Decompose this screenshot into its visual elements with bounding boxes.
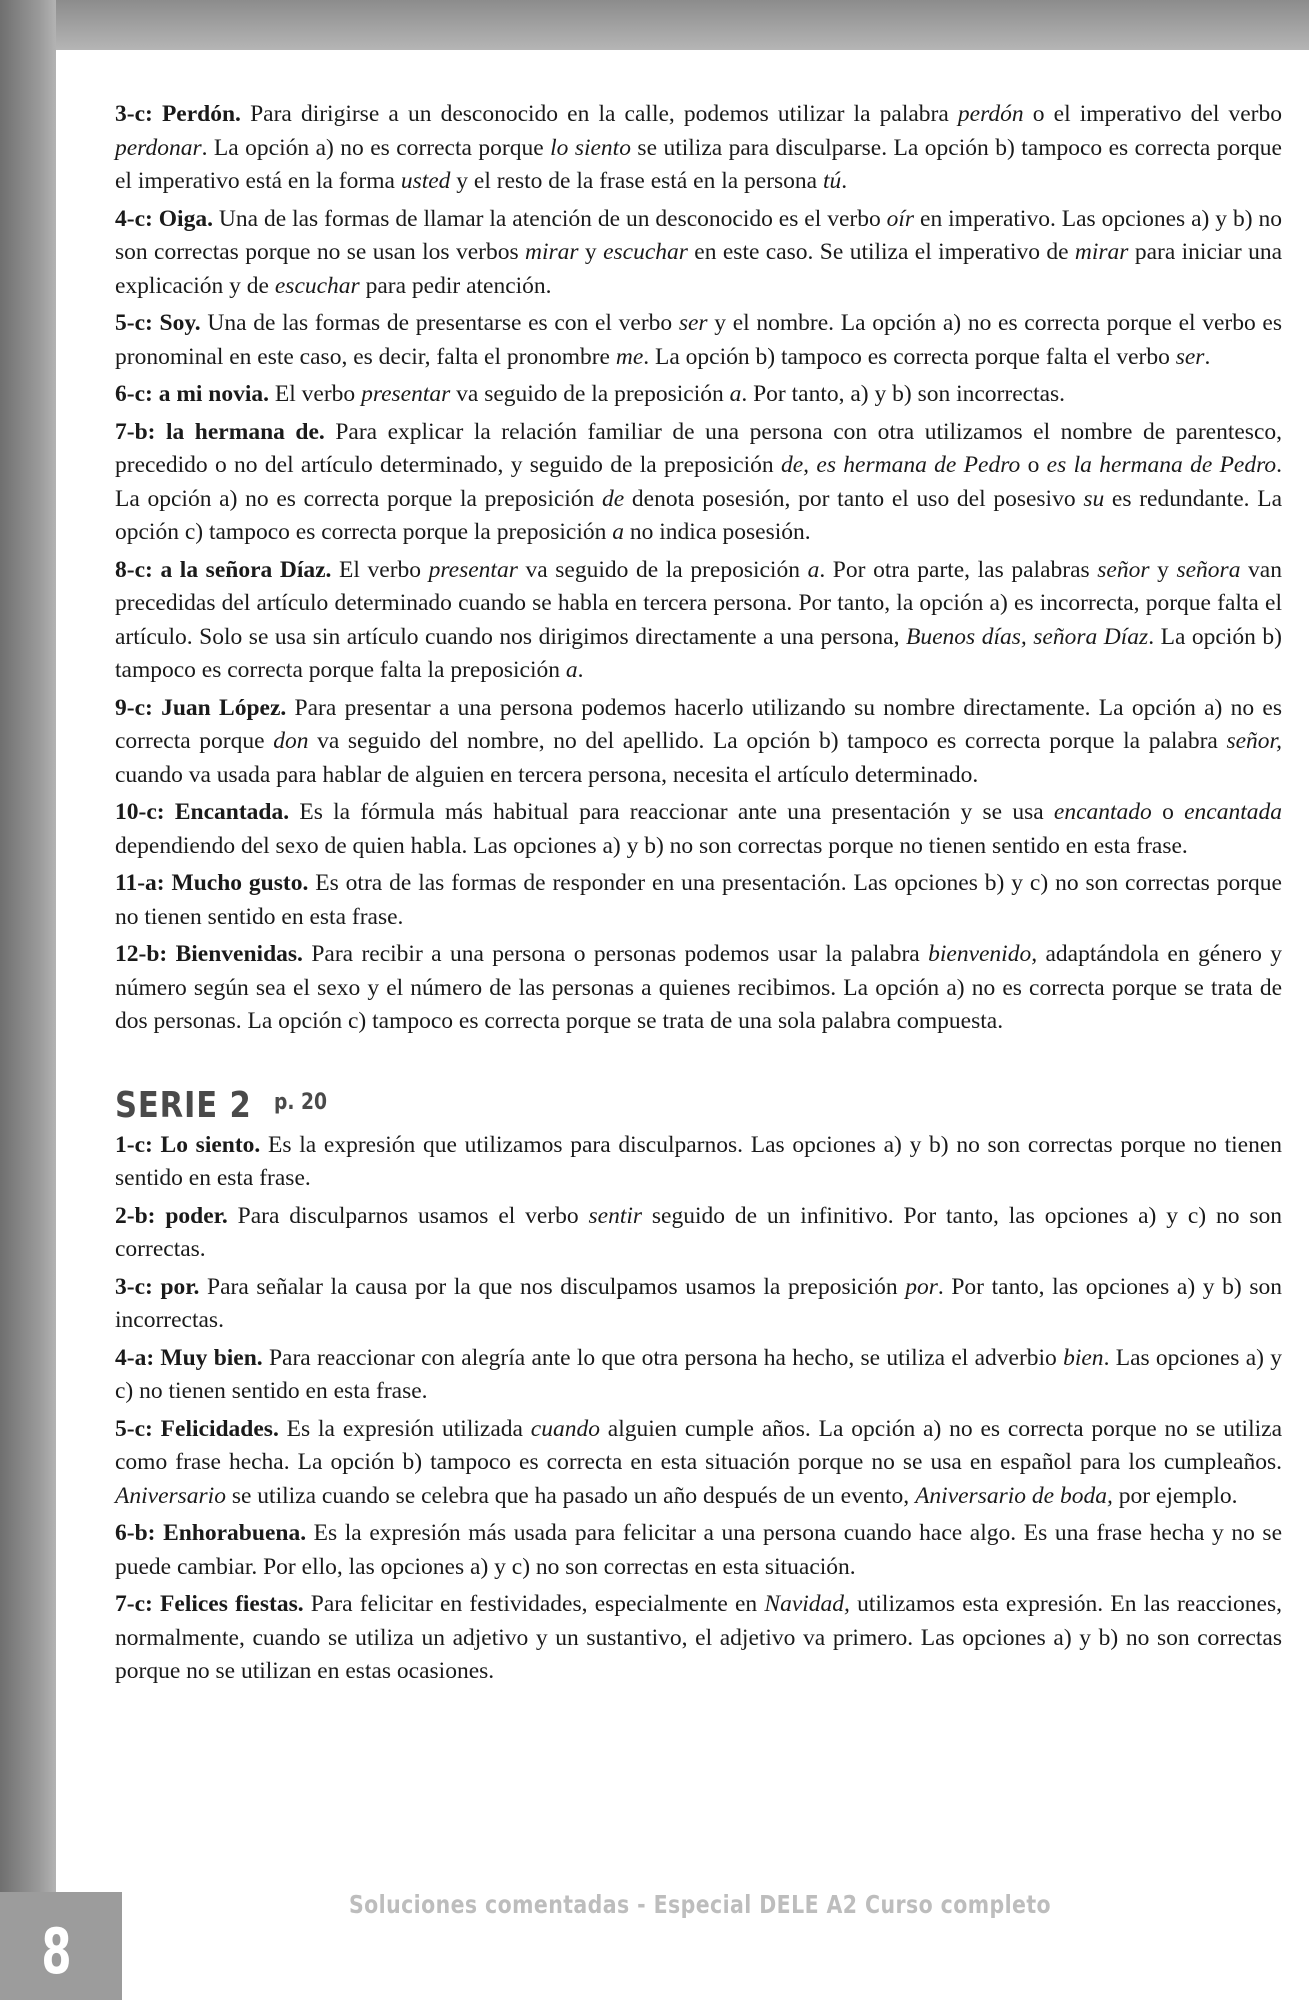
explanation-text: . (841, 168, 848, 194)
explanation-text: y el resto de la frase está en la persona (450, 168, 823, 194)
explanation-text: Es la fórmula más habitual para reaccionar ante una presentación y se usa (289, 799, 1054, 825)
explanation-text: Una de las formas de presentarse es con el verbo (200, 310, 679, 336)
explanation-text: va seguido de la preposición (450, 381, 730, 407)
explanation-text: . Por tanto, a) y b) son incorrectas. (741, 381, 1066, 407)
answer-entry (115, 1129, 1282, 1196)
explanation-text: va seguido de la preposición (517, 556, 808, 583)
explanation-text: . Las opciones a) y c) no tienen sentido en esta frase. (115, 1344, 1282, 1404)
italic-term: señora (1176, 556, 1241, 583)
italic-term: escuchar (274, 272, 360, 299)
explanation-text: Es la expresión utilizada (278, 1415, 531, 1442)
explanation-text: y (578, 239, 604, 265)
answer-label: 6-b: Enhorabuena. (115, 1520, 307, 1546)
explanation-text: dependiendo del sexo de quien habla. Las opciones a) y b) no son correctas porque no tienen sentido en esta frase. (115, 832, 1188, 859)
italic-term: bien (1063, 1344, 1104, 1371)
explanation-text: por ejemplo. (1112, 1482, 1238, 1509)
answer-label: 2-b: poder. (115, 1202, 228, 1229)
italic-term: de (602, 485, 625, 512)
answer-label: 5-c: Soy. (115, 310, 201, 336)
explanation-text: cuando va usada para hablar de alguien en tercera persona, necesita el artículo determinado. (115, 761, 979, 788)
italic-term: Aniversario de boda, (915, 1482, 1113, 1509)
serie-2-heading (115, 1079, 1282, 1126)
explanation-text: . La opción b) tampoco es correcta porque falta la preposición (115, 623, 1282, 683)
explanation-text: Una de las formas de llamar la atención de un desconocido es el verbo (212, 205, 887, 232)
explanation-text: . (577, 657, 584, 683)
italic-term: perdón (957, 101, 1024, 127)
page-frame-top (0, 0, 1309, 50)
answer-label: 5-c: Felicidades. (115, 1415, 279, 1442)
answer-entry (115, 692, 1282, 793)
italic-term: me (615, 343, 644, 370)
answer-entry (115, 1200, 1282, 1267)
explanation-text: va seguido del nombre, no del apellido. La opción b) tampoco es correcta porque la palabra (308, 728, 1227, 754)
explanation-text: Para dirigirse a un desconocido en la calle, podemos utilizar la palabra (240, 101, 958, 127)
explanation-text: en este caso. Se utiliza el imperativo de (687, 239, 1075, 265)
explanation-text: . Por otra parte, las palabras (819, 556, 1098, 583)
explanation-text: Para reaccionar con alegría ante lo que otra persona ha hecho, se utiliza el adverbio (262, 1344, 1064, 1371)
answer-key-content (115, 98, 1282, 1693)
italic-term: a (565, 657, 578, 683)
answer-entry (115, 1413, 1282, 1514)
explanation-text: . La opción b) tampoco es correcta porque falta el verbo (643, 343, 1176, 370)
explanation-text: y el nombre. La opción a) no es correcta porque el verbo es pronominal en este caso, es decir, falta el pronombre (115, 310, 1282, 370)
answer-entry (115, 1342, 1282, 1409)
italic-term: presentar (361, 381, 451, 407)
italic-term: a (807, 556, 820, 583)
answer-label: 7-b: la hermana de. (115, 418, 325, 445)
explanation-text: Es otra de las formas de responder en una presentación. Las opciones b) y c) no son correctas porque no tienen sentido en esta frase. (115, 870, 1282, 930)
explanation-text: y (1149, 556, 1177, 583)
italic-term: encantado (1053, 799, 1152, 825)
italic-term: Aniversario (115, 1482, 226, 1509)
explanation-text: . La opción a) no es correcta porque la preposición (115, 452, 1283, 512)
answer-entry (115, 867, 1282, 934)
explanation-text: . (1204, 343, 1211, 370)
italic-term: sentir (588, 1202, 643, 1229)
explanation-text: no indica posesión. (623, 519, 811, 545)
serie-2-title: SERIE 2 (115, 1085, 252, 1126)
explanation-text: Es la expresión más usada para felicitar a una persona cuando hace algo. Es una frase hecha y no se puede cambiar. Por ello, las opciones a) y c) no son correctas en esta situación. (115, 1520, 1282, 1580)
answer-label: 7-c: Felices fiestas. (115, 1591, 304, 1617)
italic-term: escuchar (603, 239, 688, 265)
italic-term: don (273, 728, 309, 754)
answer-entry (115, 1517, 1282, 1584)
answer-label: 4-a: Muy bien. (115, 1344, 263, 1371)
explanation-text: Para recibir a una persona o personas podemos usar la palabra (302, 941, 929, 967)
italic-term: a (729, 381, 742, 407)
explanation-text: para iniciar una explicación y de (115, 239, 1282, 299)
italic-term: bienvenido, (928, 941, 1038, 967)
explanation-text: se utiliza cuando se celebra que ha pasado un año después de un evento, (225, 1482, 916, 1509)
answer-entry (115, 98, 1282, 199)
explanation-text: El verbo (331, 556, 429, 583)
explanation-text: en imperativo. Las opciones a) y b) no son correctas porque no se usan los verbos (115, 205, 1282, 265)
footer-title: Soluciones comentadas - Especial DELE A2 Curso completo (348, 1890, 1052, 1919)
italic-term: lo siento (550, 134, 631, 161)
answer-entry (115, 203, 1282, 304)
answer-entry (115, 1588, 1282, 1689)
explanation-text: Para señalar la causa por la que nos disculpamos usamos la preposición (199, 1273, 906, 1300)
italic-term: tú (823, 168, 842, 194)
italic-term: es la hermana de Pedro (1046, 452, 1277, 478)
italic-term: encantada (1184, 799, 1282, 825)
answer-entry (115, 938, 1282, 1039)
italic-term: a (612, 519, 624, 545)
explanation-text: o el imperativo del verbo (1023, 101, 1282, 127)
answer-label: 8-c: a la señora Díaz. (115, 556, 332, 583)
answer-entry (115, 416, 1282, 550)
explanation-text: alguien cumple años. La opción a) no es correcta porque no se utiliza como frase hecha. La opción b) tampoco es correcta en esta situación porque no se usa en español para los cumpleaños. (115, 1415, 1283, 1475)
italic-term: ser (1175, 343, 1205, 370)
explanation-text: . La opción a) no es correcta porque (201, 134, 551, 161)
explanation-text: adaptándola en género y número según sea el sexo y el número de las personas a quienes recibimos. La opción a) no es correcta porque se trata de dos personas. La opción c) tampoco es correcta porque se trata de una sola palabra compuesta. (115, 941, 1283, 1034)
explanation-text: para pedir atención. (359, 272, 552, 299)
italic-term: de, es hermana de Pedro (781, 452, 1021, 478)
explanation-text: utilizamos esta expresión. En las reacciones, normalmente, cuando se utiliza un adjetivo y un sustantivo, el adjetivo va primero. Las opciones a) y b) no son correctas porque no se utilizan en estas ocasiones. (115, 1591, 1282, 1684)
italic-term: mirar (525, 239, 579, 265)
italic-term: Navidad, (764, 1591, 850, 1617)
italic-term: presentar (428, 556, 518, 583)
explanation-text: Es la expresión que utilizamos para disculparnos. Las opciones a) y b) no son correctas porque no tienen sentido en esta frase. (115, 1131, 1282, 1191)
italic-term: señor, (1226, 728, 1282, 754)
explanation-text: es redundante. La opción c) tampoco es correcta porque la preposición (115, 485, 1282, 545)
answer-label: 10-c: Encantada. (115, 799, 290, 825)
italic-term: su (1083, 485, 1105, 512)
answer-label: 3-c: por. (115, 1273, 200, 1300)
answer-entry (115, 554, 1282, 688)
explanation-text: van precedidas del artículo determinado cuando se habla en tercera persona. Por tanto, la opción a) es incorrecta, porque falta el artículo. Solo se usa sin artículo cuando nos dirigimos directamente a una persona, (115, 556, 1282, 650)
italic-term: usted (400, 168, 451, 194)
italic-term: oír (886, 205, 915, 232)
italic-term: señor (1097, 556, 1150, 583)
answer-label: 9-c: Juan López. (115, 694, 287, 721)
explanation-text: o (1020, 452, 1047, 478)
answer-entry (115, 796, 1282, 863)
answer-label: 11-a: Mucho gusto. (115, 870, 309, 896)
explanation-text: Para presentar a una persona podemos hacerlo utilizando su nombre directamente. La opción a) no es correcta porque (115, 694, 1282, 754)
italic-term: ser (678, 310, 708, 336)
answer-entry (115, 307, 1282, 374)
explanation-text: o (1151, 799, 1185, 825)
answer-label: 1-c: Lo siento. (115, 1131, 261, 1158)
italic-term: cuando (530, 1415, 600, 1442)
explanation-text: . Por tanto, las opciones a) y b) son incorrectas. (115, 1273, 1282, 1333)
explanation-text: Para felicitar en festividades, especialmente en (303, 1591, 765, 1617)
explanation-text: seguido de un infinitivo. Por tanto, las opciones a) y c) no son correctas. (115, 1202, 1282, 1262)
italic-term: Buenos días, señora Díaz (906, 623, 1149, 650)
serie-2-answers (115, 1129, 1282, 1689)
explanation-text: se utiliza para disculparse. La opción b) tampoco es correcta porque el imperativo está en la forma (115, 134, 1282, 194)
page-number: 8 (41, 1915, 72, 1988)
italic-term: perdonar (115, 134, 202, 161)
italic-term: mirar (1074, 239, 1129, 265)
page-frame-left (0, 0, 56, 2000)
explanation-text: El verbo (269, 381, 362, 407)
answer-entry (115, 378, 1282, 412)
serie-2-page-ref: p. 20 (273, 1090, 327, 1115)
italic-term: por (905, 1273, 938, 1300)
explanation-text: denota posesión, por tanto el uso del posesivo (624, 485, 1084, 512)
answer-label: 6-c: a mi novia. (115, 381, 270, 407)
answer-label: 3-c: Perdón. (115, 101, 241, 127)
explanation-text: Para explicar la relación familiar de una persona con otra utilizamos el nombre de parentesco, precedido o no del artículo determinado, y seguido de la preposición (115, 418, 1283, 478)
serie-1-answers (115, 98, 1282, 1039)
answer-label: 12-b: Bienvenidas. (115, 941, 303, 967)
explanation-text: Para disculparnos usamos el verbo (227, 1202, 589, 1229)
answer-entry (115, 1271, 1282, 1338)
answer-label: 4-c: Oiga. (115, 205, 213, 232)
